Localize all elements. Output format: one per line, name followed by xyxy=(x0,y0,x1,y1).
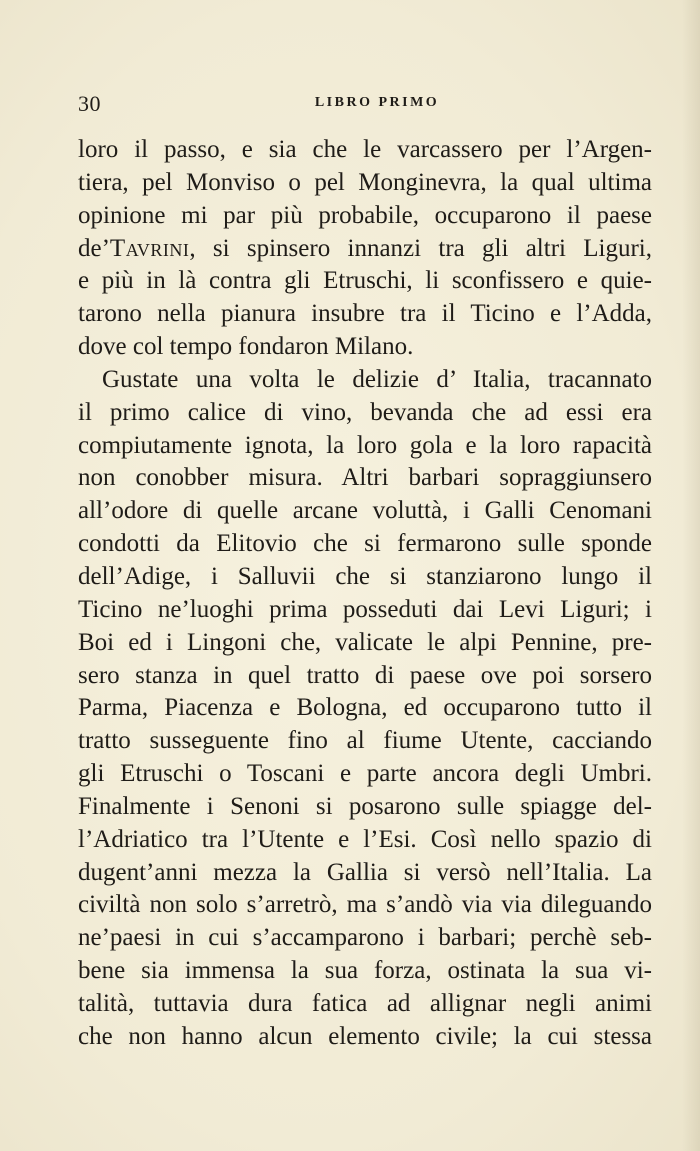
text-line: tarono nella pianura insubre tra il Ticino e l’Adda, xyxy=(78,300,652,328)
body-text xyxy=(78,134,652,1054)
text-line: Ticino ne’luoghi prima posseduti dai Levi Liguri; i xyxy=(78,595,652,623)
text-fragment: , si spinsero innanzi tra gli altri Liguri, xyxy=(189,234,652,262)
text-line: ne’paesi in cui s’accamparono i barbari; perchè seb- xyxy=(78,924,652,952)
text-line: il primo calice di vino, bevanda che ad essi era xyxy=(78,398,652,426)
people-name-smallcaps: Tavrini xyxy=(109,234,190,262)
text-line: Parma, Piacenza e Bologna, ed occuparono tutto il xyxy=(78,694,652,722)
text-line: sero stanza in quel tratto di paese ove poi sorsero xyxy=(78,661,652,689)
paragraph-first-line: Gustate una volta le delizie d’ Italia, tracannato xyxy=(102,365,652,393)
text-line: civiltà non solo s’arretrò, ma s’andò via via dileguando xyxy=(78,891,652,919)
text-line: e più in là contra gli Etruschi, li sconfissero e quie- xyxy=(78,267,652,295)
page-number: 30 xyxy=(78,91,101,116)
text-line: non conobber misura. Altri barbari sopraggiunsero xyxy=(78,464,652,492)
text-line: che non hanno alcun elemento civile; la cui stessa xyxy=(78,1022,652,1050)
text-line: l’Adriatico tra l’Utente e l’Esi. Così nello spazio di xyxy=(78,825,652,853)
text-line xyxy=(78,233,652,266)
text-line: dell’Adige, i Salluvii che si stanziarono lungo il xyxy=(78,562,652,590)
text-line: tiera, pel Monviso o pel Monginevra, la qual ultima xyxy=(78,168,652,196)
page-edge-shadow xyxy=(682,0,700,1151)
text-line: Boi ed i Lingoni che, valicate le alpi Pennine, pre- xyxy=(78,628,652,656)
text-line: loro il passo, e sia che le varcassero per l’Argen- xyxy=(78,136,652,163)
text-line: bene sia immensa la sua forza, ostinata la sua vi- xyxy=(78,957,652,985)
text-line: Finalmente i Senoni si posarono sulle spiagge del- xyxy=(78,792,652,820)
running-head: LIBRO PRIMO xyxy=(314,95,440,110)
text-line: opinione mi par più probabile, occuparono il paese xyxy=(78,201,652,229)
paragraph-last-line: dove col tempo fondaron Milano. xyxy=(78,333,414,361)
text-line: compiutamente ignota, la loro gola e la loro rapacità xyxy=(78,431,652,459)
text-line: all’odore di quelle arcane voluttà, i Galli Cenomani xyxy=(78,497,652,525)
text-line: gli Etruschi o Toscani e parte ancora degli Umbri. xyxy=(78,760,652,788)
text-fragment: de’ xyxy=(78,234,110,262)
text-line: dugent’anni mezza la Gallia si versò nell’Italia. La xyxy=(78,858,652,886)
page-header xyxy=(78,91,652,115)
text-line: condotti da Elitovio che si fermarono sulle sponde xyxy=(78,530,652,558)
text-line: tratto susseguente fino al fiume Utente, cacciando xyxy=(78,727,652,755)
text-line: talità, tuttavia dura fatica ad allignar negli animi xyxy=(78,989,652,1017)
